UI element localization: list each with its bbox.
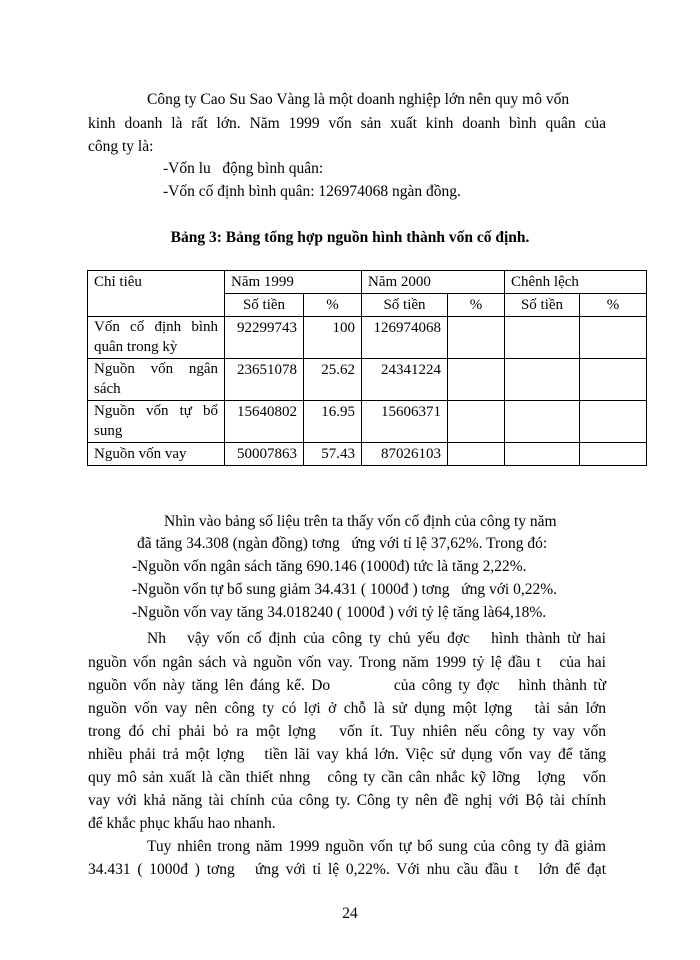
cell-diff-pct — [580, 359, 647, 401]
para2-line5: -Nguồn vốn vay tăng 34.018240 ( 1000đ ) với tỷ lệ tăng là64,18%. — [132, 604, 547, 621]
cell-diff-amount — [505, 443, 580, 466]
para2-line4: -Nguồn vốn tự bổ sung giảm 34.431 ( 1000đ ) tơng ứng với 0,22%. — [132, 581, 557, 598]
capital-table — [87, 270, 647, 466]
para3-line4: nguồn vốn vay nên công ty có lợi ở chỗ là sử dụng một lợng tài sản lớn — [88, 700, 606, 717]
para3-line5: trong đó chỉ phải bỏ ra một lợng vốn ít. Tuy nhiên nếu công ty vay vốn — [88, 723, 606, 740]
table-row — [88, 443, 647, 466]
row-label-line: Nguồn vốn ngân — [94, 361, 218, 377]
cell-2000-amount: 24341224 — [362, 359, 448, 401]
table-row — [88, 359, 647, 401]
cell-1999-pct: 100 — [304, 317, 362, 359]
cell-1999-amount: 92299743 — [225, 317, 304, 359]
para3-line3: nguồn vốn này tăng lên đáng kể. Do của công ty đợc hình thành từ — [88, 677, 606, 694]
cell-2000-pct — [448, 359, 505, 401]
header-year-1999: Năm 1999 — [225, 271, 362, 294]
para3-line2: nguồn vốn ngân sách và nguồn vốn vay. Trong năm 1999 tỷ lệ đầu t của hai — [88, 654, 606, 671]
subheader-so-tien: Số tiền — [225, 294, 304, 317]
para4-line1: Tuy nhiên trong năm 1999 nguồn vốn tự bổ sung của công ty đã giảm — [147, 838, 606, 855]
header-year-2000: Năm 2000 — [362, 271, 505, 294]
subheader-pct: % — [304, 294, 362, 317]
para3-line7: quy mô sản xuất là cần thiết nhng công ty cần cân nhắc kỹ lỡng lợng vốn — [88, 769, 606, 786]
para3-line1: Nh vậy vốn cố định của công ty chủ yếu đợc hình thành từ hai — [147, 630, 606, 647]
subheader-so-tien: Số tiền — [362, 294, 448, 317]
cell-2000-pct — [448, 443, 505, 466]
cell-diff-amount — [505, 359, 580, 401]
table-header-row — [88, 271, 647, 294]
para1-bullet1: -Vốn lu động bình quân: — [163, 160, 324, 177]
para1-line2: kinh doanh là rất lớn. Năm 1999 vốn sản xuất kinh doanh bình quân của — [88, 115, 606, 132]
row-label — [88, 359, 225, 401]
subheader-pct: % — [580, 294, 647, 317]
para3-line8: vay với khả năng tài chính của công ty. Công ty nên đề nghị với Bộ tài chính — [88, 792, 606, 809]
cell-diff-pct — [580, 317, 647, 359]
table-title: Bảng 3: Bảng tổng hợp nguồn hình thành vốn cố định. — [170, 229, 530, 246]
para3-line9: để khắc phục khấu hao nhanh. — [88, 815, 276, 832]
row-label-line: Vốn cố định bình — [94, 319, 218, 335]
cell-1999-pct: 25.62 — [304, 359, 362, 401]
row-label-line: Nguồn vốn tự bổ — [94, 403, 218, 419]
cell-2000-amount: 15606371 — [362, 401, 448, 443]
row-label-line: sách — [94, 381, 121, 397]
header-difference: Chênh lệch — [505, 271, 647, 294]
cell-2000-pct — [448, 317, 505, 359]
page-number: 24 — [342, 905, 358, 922]
cell-1999-pct: 16.95 — [304, 401, 362, 443]
para2-line1: Nhìn vào bảng số liệu trên ta thấy vốn cố định của công ty năm — [164, 513, 557, 530]
row-label — [88, 317, 225, 359]
row-label — [88, 401, 225, 443]
cell-2000-amount: 87026103 — [362, 443, 448, 466]
para2-line3: -Nguồn vốn ngân sách tăng 690.146 (1000đ) tức là tăng 2,22%. — [132, 558, 527, 575]
row-label-line: quân trong kỳ — [94, 339, 178, 355]
para4-line2: 34.431 ( 1000đ ) tơng ứng với tỉ lệ 0,22%. Với nhu cầu đầu t lớn để đạt — [88, 861, 606, 878]
para3-line6: nhiều phải trả một lợng tiền lãi vay khá lớn. Việc sử dụng vốn vay để tăng — [88, 746, 606, 763]
row-label-line: sung — [94, 423, 123, 439]
cell-1999-pct: 57.43 — [304, 443, 362, 466]
table-row — [88, 401, 647, 443]
cell-diff-amount — [505, 401, 580, 443]
row-label — [88, 443, 225, 466]
cell-diff-pct — [580, 401, 647, 443]
subheader-so-tien: Số tiền — [505, 294, 580, 317]
row-label-line: Nguồn vốn vay — [94, 446, 187, 462]
cell-1999-amount: 23651078 — [225, 359, 304, 401]
cell-1999-amount: 15640802 — [225, 401, 304, 443]
header-chi-tieu: Chỉ tiêu — [88, 271, 225, 317]
para2-line2: đã tăng 34.308 (ngàn đồng) tơng ứng với tỉ lệ 37,62%. Trong đó: — [137, 535, 548, 552]
para1-line1: Công ty Cao Su Sao Vàng là một doanh nghiệp lớn nên quy mô vốn — [147, 91, 570, 108]
cell-diff-amount — [505, 317, 580, 359]
para1-bullet2: -Vốn cố định bình quân: 126974068 ngàn đồng. — [163, 183, 461, 200]
table-row — [88, 317, 647, 359]
cell-2000-pct — [448, 401, 505, 443]
cell-2000-amount: 126974068 — [362, 317, 448, 359]
subheader-pct: % — [448, 294, 505, 317]
para1-line3: công ty là: — [88, 138, 154, 155]
cell-1999-amount: 50007863 — [225, 443, 304, 466]
cell-diff-pct — [580, 443, 647, 466]
